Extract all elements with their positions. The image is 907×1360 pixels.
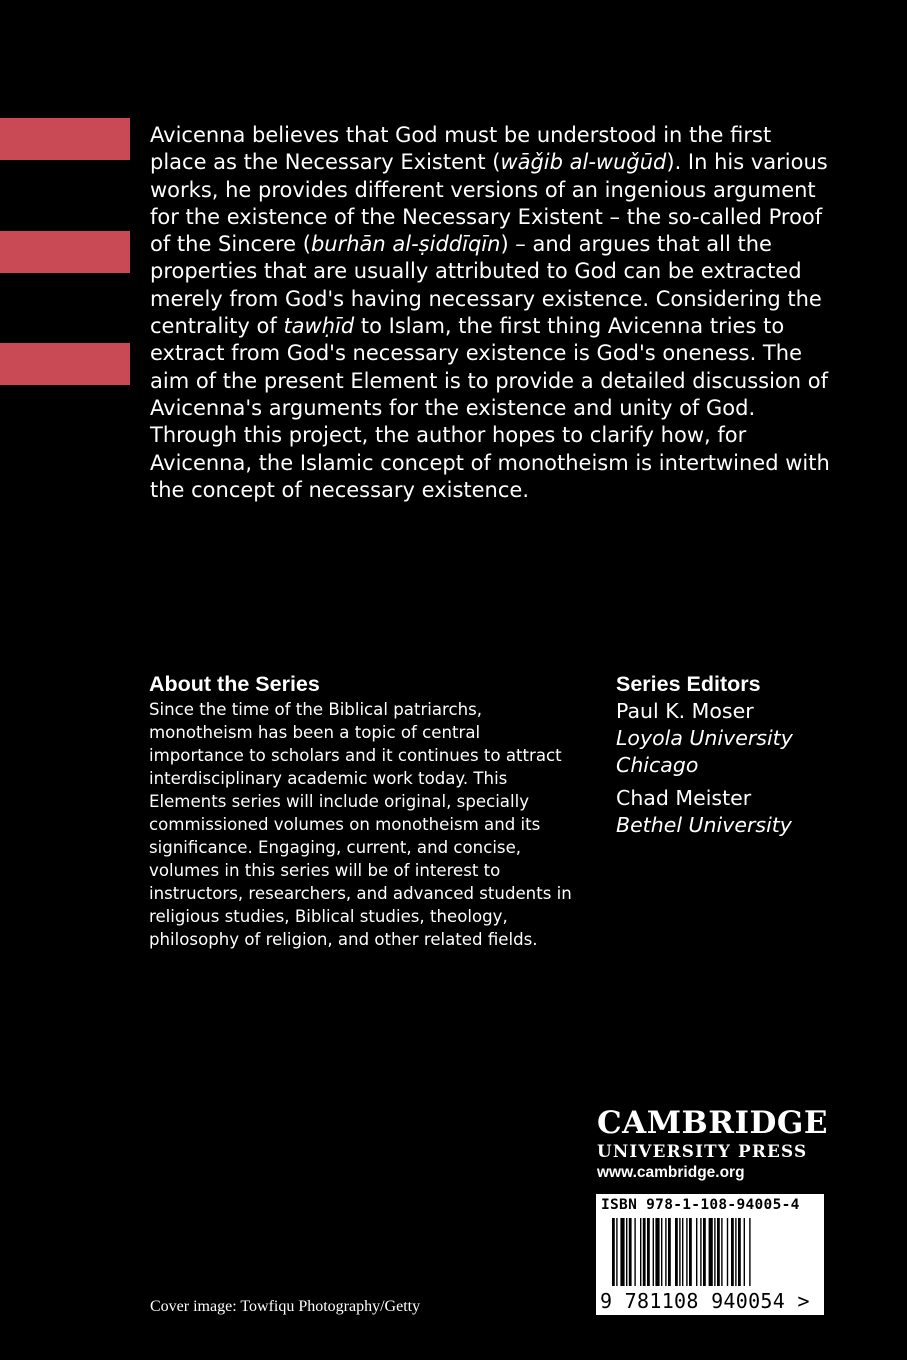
barcode-bar	[616, 1218, 617, 1286]
barcode-bar	[738, 1218, 741, 1286]
blurb-term-wajib: wāǧib al-wuǧūd	[500, 150, 667, 175]
barcode-bar	[626, 1218, 627, 1286]
barcode-bar	[700, 1218, 701, 1286]
barcode-bar	[640, 1218, 641, 1286]
barcode-bar	[629, 1218, 632, 1286]
barcode-bar	[721, 1218, 722, 1286]
publisher-url: www.cambridge.org	[597, 1164, 745, 1181]
barcode-bar	[668, 1218, 671, 1286]
editor-1-name: Paul K. Moser	[616, 699, 754, 723]
barcode-bar	[682, 1218, 683, 1286]
barcode-bar	[735, 1218, 736, 1286]
barcode-bar	[714, 1218, 715, 1286]
accent-bar-2	[0, 231, 130, 273]
publisher-name: CAMBRIDGE	[597, 1105, 828, 1141]
blurb-text-2: ). In his various works, he provides different versions of an ingenious argument for the existence of the Necessary Existent – the so-called Proof of the Sincere (	[150, 150, 828, 257]
editor-2-name: Chad Meister	[616, 786, 752, 810]
barcode-bar	[731, 1218, 734, 1286]
barcode-bar	[653, 1218, 654, 1286]
series-editors-heading: Series Editors	[616, 672, 761, 696]
barcode-bar	[679, 1218, 680, 1286]
barcode-bar	[665, 1218, 666, 1286]
barcode-bar	[643, 1218, 646, 1286]
blurb-text-3: ) – and argues that all the properties that are usually attributed to God can be extracted merely from God's having necessary existence. Considering the centrality of	[150, 232, 822, 339]
editor-1-affiliation: Loyola University Chicago	[616, 726, 793, 777]
book-blurb	[150, 122, 830, 504]
barcode-bar	[655, 1218, 659, 1286]
barcode-bar	[749, 1218, 750, 1286]
publisher-subtitle: UNIVERSITY PRESS	[597, 1141, 808, 1161]
blurb-term-tawhid: tawḥīd	[283, 314, 355, 339]
editor-2-affiliation: Bethel University	[616, 813, 792, 837]
isbn-barcode	[596, 1194, 824, 1315]
accent-bar-1	[0, 118, 130, 160]
barcode-bar	[717, 1218, 720, 1286]
barcode-bar	[634, 1218, 635, 1286]
about-series-heading: About the Series	[149, 672, 320, 696]
barcode-bar	[727, 1218, 728, 1286]
barcode-bars	[596, 1216, 824, 1290]
barcode-bar	[709, 1218, 713, 1286]
barcode-bar	[744, 1218, 745, 1286]
barcode-bar	[703, 1218, 706, 1286]
barcode-bar	[689, 1218, 692, 1286]
publisher-logo	[597, 1106, 837, 1184]
barcode-bar	[612, 1218, 615, 1286]
blurb-term-burhan: burhān al-ṣiddīqīn	[310, 232, 501, 257]
about-series-text: Since the time of the Biblical patriarchs, monotheism has been a topic of central importance to scholars and it continues to attract interdisciplinary academic work today. This Elements series will include original, specially commissioned volumes on monotheism and its significance. Engaging, current, and concise, volumes in this series will be of interest to instructors, researchers, and advanced students in religious studies, Biblical studies, theology, philosophy of religion, and other related fields.	[149, 700, 572, 949]
blurb-text-1: Avicenna believes that God must be understood in the first place as the Necessary Existent (	[150, 123, 772, 175]
barcode-bar	[675, 1218, 678, 1286]
isbn-label: ISBN 978-1-108-94005-4	[601, 1197, 800, 1213]
series-editors	[616, 670, 876, 839]
barcode-bar	[686, 1218, 687, 1286]
barcode-bar	[620, 1218, 624, 1286]
about-the-series	[149, 670, 579, 951]
barcode-bar	[696, 1218, 697, 1286]
cover-credit: Cover image: Towfiqu Photography/Getty	[150, 1298, 421, 1315]
barcode-bar	[647, 1218, 650, 1286]
blurb-text-4: to Islam, the first thing Avicenna tries to extract from God's necessary existence is God's oneness. The aim of the present Element is to provide a detailed discussion of Avicenna's arguments for the existence and unity of God. Through this project, the author hopes to clarify how, for Avicenna, the Islamic concept of monotheism is intertwined with the concept of necessary existence.	[150, 314, 830, 502]
accent-bar-3	[0, 343, 130, 385]
barcode-bar	[661, 1218, 662, 1286]
barcode-digits: 9 781108 940054 >	[600, 1289, 810, 1313]
